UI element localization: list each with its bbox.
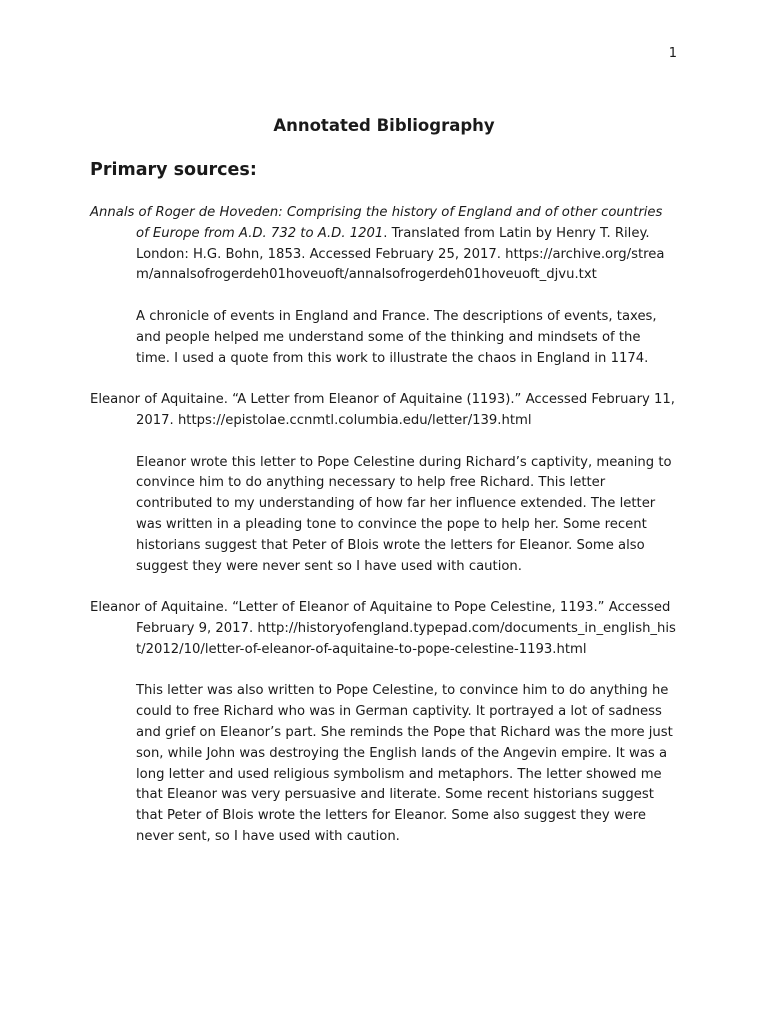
citation-details: . Translated from Latin by Henry T. Riley. London: H.G. Bohn, 1853. Accessed February 25, 2017. bbox=[136, 225, 650, 262]
citation-details: Eleanor of Aquitaine. “Letter of Eleanor of Aquitaine to Pope Celestine, 1193.” Accessed February 9, 2017. bbox=[90, 600, 671, 636]
citation-details: Eleanor of Aquitaine. “A Letter from Eleanor of Aquitaine (1193).” Accessed February 11, 2017. bbox=[90, 392, 675, 428]
bibliography-entry bbox=[90, 390, 678, 577]
citation bbox=[90, 598, 678, 660]
section-heading-primary-sources: Primary sources: bbox=[90, 160, 257, 180]
citation bbox=[90, 390, 678, 432]
citation-title: Annals of Roger de Hoveden: Comprising the history of England and of other countries of Europe from A.D. 732 to A.D. 1201 bbox=[90, 205, 663, 241]
annotation: This letter was also written to Pope Celestine, to convince him to do anything he could to free Richard who was in German captivity. It portrayed a lot of sadness and grief on Eleanor’s part. She reminds the Pope that Richard was the more just son, while John was destroying the English lands of the Angevin empire. It was a long letter and used religious symbolism and metaphors. The letter showed me that Eleanor was very persuasive and literate. Some recent historians suggest that Peter of Blois wrote the letters for Eleanor. Some also suggest they were never sent, so I have used with caution. bbox=[136, 683, 673, 844]
citation-url: https://archive.org/stream/annalsofrogerdeh01hoveuoft/annalsofrogerdeh01hoveuoft_djvu.txt bbox=[136, 246, 665, 283]
document-title: Annotated Bibliography bbox=[273, 116, 495, 135]
citation bbox=[90, 203, 678, 286]
annotation: Eleanor wrote this letter to Pope Celestine during Richard’s captivity, meaning to convince him to do anything necessary to help free Richard. This letter contributed to my understanding of how far her influence extended. The letter was written in a pleading tone to convince the pope to help her. Some recent historians suggest that Peter of Blois wrote the letters for Eleanor. Some also suggest they were never sent so I have used with caution. bbox=[136, 454, 672, 574]
bibliography-entry bbox=[90, 203, 678, 369]
citation-url: https://epistolae.ccnmtl.columbia.edu/letter/139.html bbox=[177, 412, 532, 428]
bibliography-entries bbox=[90, 203, 678, 869]
page-number: 1 bbox=[668, 46, 677, 61]
citation-url: http://historyofengland.typepad.com/documents_in_english_hist/2012/10/letter-of-eleanor-of-aquitaine-to-pope-celestine-1193.html bbox=[136, 620, 676, 657]
annotation: A chronicle of events in England and France. The descriptions of events, taxes, and people helped me understand some of the thinking and mindsets of the time. I used a quote from this work to illustrate the chaos in England in 1174. bbox=[136, 308, 657, 366]
bibliography-entry bbox=[90, 598, 678, 848]
